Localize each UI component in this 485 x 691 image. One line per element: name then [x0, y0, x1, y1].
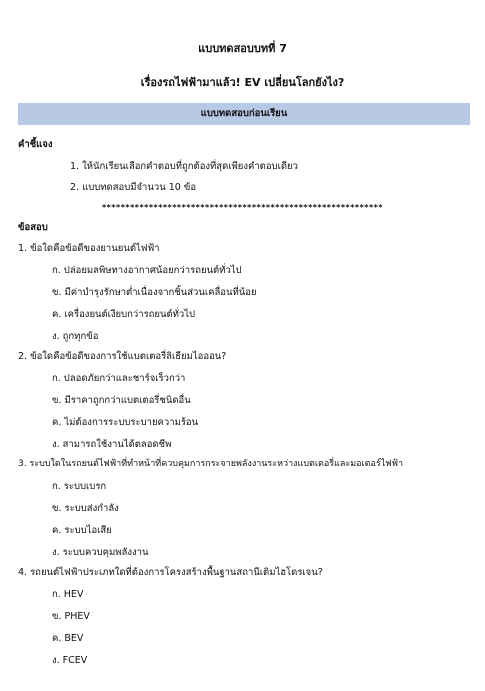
answer-option: ง. ระบบควบคุมพลังงาน: [52, 547, 149, 558]
answer-option: ค. ระบบไอเสีย: [52, 525, 112, 536]
answer-option: ก. ปล่อยมลพิษทางอากาศน้อยกว่ารถยนต์ทั่วไป: [52, 265, 242, 276]
question-text: 1. ข้อใดคือข้อดีของยานยนต์ไฟฟ้า: [18, 243, 160, 254]
answer-option: ข. PHEV: [52, 611, 90, 622]
section-banner: [18, 103, 470, 125]
answer-option: ข. ระบบส่งกำลัง: [52, 503, 119, 514]
question-text: 3. ระบบใดในรถยนต์ไฟฟ้าที่ทำหน้าที่ควบคุมการกระจายพลังงานระหว่างแบตเตอรี่และมอเตอร์ไฟฟ้า: [18, 459, 404, 469]
instruction-item: 2. แบบทดสอบมีจำนวน 10 ข้อ: [70, 182, 197, 193]
answer-option: ก. ระบบเบรก: [52, 481, 107, 492]
question-text: 2. ข้อใดคือข้อดีของการใช้แบตเตอรี่ลิเธียมไอออน?: [18, 351, 227, 362]
instruction-item: 1. ให้นักเรียนเลือกคำตอบที่ถูกต้องที่สุดเพียงคำตอบเดียว: [70, 161, 298, 172]
answer-option: ค. BEV: [52, 633, 84, 644]
answer-option: ข. มีค่าบำรุงรักษาต่ำเนื่องจากชิ้นส่วนเคลื่อนที่น้อย: [52, 287, 257, 298]
separator-line: ************************************************************: [101, 203, 383, 212]
answer-option: ค. ไม่ต้องการระบบระบายความร้อน: [52, 417, 199, 428]
answer-option: ง. สามารถใช้งานได้ตลอดชีพ: [52, 439, 172, 450]
instructions-heading: คำชี้แจง: [18, 139, 53, 150]
answer-option: ก. HEV: [52, 589, 84, 600]
test-number-title: แบบทดสอบบทที่ 7: [198, 42, 287, 55]
topic-title: เรื่องรถไฟฟ้ามาแล้ว! EV เปลี่ยนโลกยังไง?: [140, 76, 345, 89]
answer-option: ง. ถูกทุกข้อ: [52, 331, 99, 342]
question-text: 4. รถยนต์ไฟฟ้าประเภทใดที่ต้องการโครงสร้างพื้นฐานสถานีเติมไฮโดรเจน?: [18, 567, 323, 578]
answer-option: ง. FCEV: [52, 655, 88, 666]
answer-option: ก. ปลอดภัยกว่าและชาร์จเร็วกว่า: [52, 373, 186, 384]
answer-option: ค. เครื่องยนต์เงียบกว่ารถยนต์ทั่วไป: [52, 309, 196, 320]
answer-option: ข. มีราคาถูกกว่าแบตเตอรี่ชนิดอื่น: [52, 395, 191, 406]
section-banner-label: แบบทดสอบก่อนเรียน: [200, 108, 288, 119]
exam-heading: ข้อสอบ: [18, 222, 48, 233]
